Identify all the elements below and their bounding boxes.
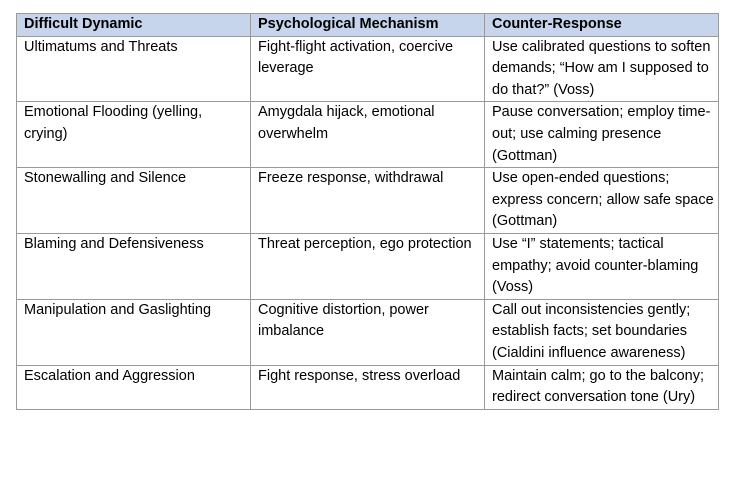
table-row xyxy=(17,233,719,299)
cell-response: Use open-ended questions; express concern; allow safe space (Gottman) xyxy=(485,168,719,234)
table-row xyxy=(17,299,719,365)
cell-dynamic: Escalation and Aggression xyxy=(17,365,251,409)
table-row xyxy=(17,168,719,234)
cell-response: Maintain calm; go to the balcony; redirect conversation tone (Ury) xyxy=(485,365,719,409)
table-row xyxy=(17,102,719,168)
cell-mechanism: Freeze response, withdrawal xyxy=(251,168,485,234)
cell-mechanism: Amygdala hijack, emotional overwhelm xyxy=(251,102,485,168)
table-row xyxy=(17,36,719,102)
cell-dynamic: Manipulation and Gaslighting xyxy=(17,299,251,365)
cell-dynamic: Stonewalling and Silence xyxy=(17,168,251,234)
cell-dynamic: Blaming and Defensiveness xyxy=(17,233,251,299)
header-difficult-dynamic: Difficult Dynamic xyxy=(17,14,251,37)
table-row xyxy=(17,365,719,409)
cell-mechanism: Fight-flight activation, coercive leverage xyxy=(251,36,485,102)
cell-mechanism: Threat perception, ego protection xyxy=(251,233,485,299)
header-row xyxy=(17,14,719,37)
cell-response: Call out inconsistencies gently; establish facts; set boundaries (Cialdini influence awareness) xyxy=(485,299,719,365)
dynamics-table xyxy=(16,13,719,410)
header-psychological-mechanism: Psychological Mechanism xyxy=(251,14,485,37)
header-counter-response: Counter-Response xyxy=(485,14,719,37)
cell-response: Use “I” statements; tactical empathy; avoid counter-blaming (Voss) xyxy=(485,233,719,299)
cell-response: Use calibrated questions to soften demands; “How am I supposed to do that?” (Voss) xyxy=(485,36,719,102)
cell-mechanism: Cognitive distortion, power imbalance xyxy=(251,299,485,365)
cell-dynamic: Emotional Flooding (yelling, crying) xyxy=(17,102,251,168)
cell-dynamic: Ultimatums and Threats xyxy=(17,36,251,102)
cell-response: Pause conversation; employ time-out; use calming presence (Gottman) xyxy=(485,102,719,168)
cell-mechanism: Fight response, stress overload xyxy=(251,365,485,409)
